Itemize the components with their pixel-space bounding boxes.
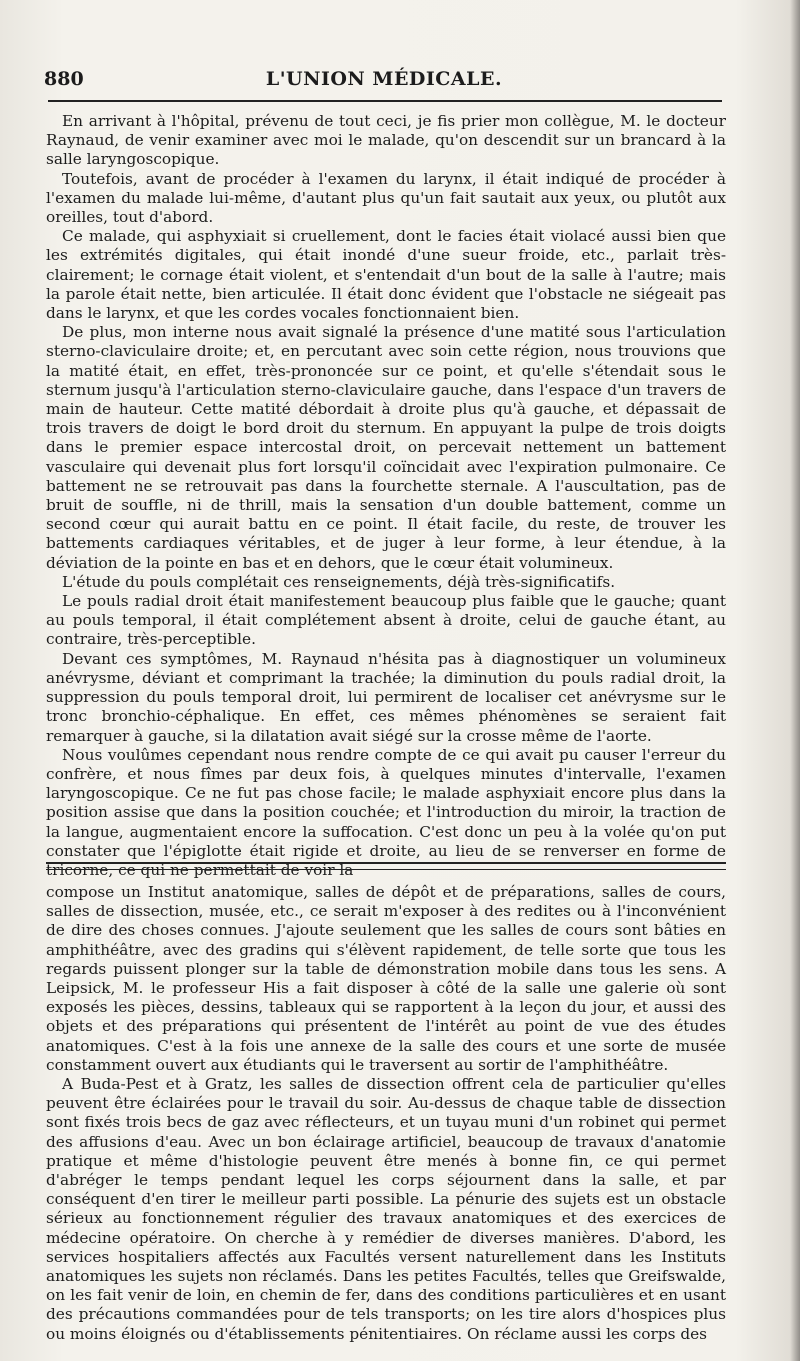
feuilleton-article	[46, 883, 726, 1344]
feuilleton-separator	[46, 862, 726, 870]
page-header	[44, 68, 724, 98]
paragraph: Nous voulûmes cependant nous rendre compte de ce qui avait pu causer l'erreur du confrère, et nous fîmes par deux fois, à quelques minutes d'intervalle, l'examen laryngoscopique. Ce ne fut pas chose facile; le malade asphyxiait encore plus dans la position assise que dans la position couchée; et l'introduction du miroir, la traction de la langue, augmentaient encore la suffocation. C'est donc un peu à la volée qu'on put constater que l'épiglotte était rigide et droite, au lieu de se renverser en forme de tricorne, ce qui ne permettait de voir la	[46, 745, 726, 879]
running-title: L'UNION MÉDICALE.	[265, 68, 503, 90]
paragraph: De plus, mon interne nous avait signalé la présence d'une matité sous l'articulation sterno-claviculaire droite; et, en percutant avec soin cette région, nous trouvions que la matité était, en effet, très-prononcée sur ce point, et qu'elle s'étendait sous le sternum jusqu'à l'articulation sterno-claviculaire gauche, dans l'espace d'un travers de main de hauteur. Cette matité débordait à droite plus qu'à gauche, et dépassait de trois travers de doigt le bord droit du sternum. En appuyant la pulpe de trois doigts dans le premier espace intercostal droit, on percevait nettement un battement vasculaire qui devenait plus fort lorsqu'il coïncidait avec l'expiration pulmonaire. Ce battement ne se retrouvait pas dans la fourchette sternale. A l'auscultation, pas de bruit de souffle, ni de thrill, mais la sensation d'un double battement, comme un second cœur qui aurait battu en ce point. Il était facile, du reste, de trouver les battements cardiaques véritables, et de juger à leur forme, à leur étendue, à la déviation de la pointe en bas et en dehors, que le cœur était volumineux.	[46, 323, 726, 572]
paragraph: compose un Institut anatomique, salles de dépôt et de préparations, salles de cours, salles de dissection, musée, etc., ce serait m'exposer à des redites ou à l'inconvénient de dire des choses connues. J'ajoute seulement que les salles de cours sont bâties en amphithéâtre, avec des gradins qui s'élèvent rapidement, de telle sorte que tous les regards puissent plonger sur la table de démonstration mobile dans tous les sens. A Leipsick, M. le professeur His a fait disposer à côté de la salle une galerie où sont exposés les pièces, dessins, tableaux qui se rapportent à la leçon du jour, et aussi des objets et des préparations qui présentent de l'intérêt au point de vue des études anatomiques. C'est à la fois une annexe de la salle des cours et une sorte de musée constamment ouvert aux étudiants qui le traversent au sortir de l'amphithéâtre.	[46, 883, 726, 1074]
main-article	[46, 112, 726, 880]
header-rule	[48, 100, 722, 102]
paragraph: Toutefois, avant de procéder à l'examen du larynx, il était indiqué de procéder à l'examen du malade lui-même, d'autant plus qu'un fait sautait aux yeux, ou plutôt aux oreilles, tout d'abord.	[46, 169, 726, 227]
page-number: 880	[44, 68, 84, 90]
paragraph: L'étude du pouls complétait ces renseignements, déjà très-significatifs.	[62, 572, 616, 591]
paragraph: Ce malade, qui asphyxiait si cruellement, dont le facies était violacé aussi bien que les extrémités digitales, qui était inondé d'une sueur froide, etc., parlait très-clairement; le cornage était violent, et s'entendait d'un bout de la salle à l'autre; mais la parole était nette, bien articulée. Il était donc évident que l'obstacle ne siégeait pas dans le larynx, et que les cordes vocales fonctionnaient bien.	[46, 227, 726, 323]
paragraph: Devant ces symptômes, M. Raynaud n'hésita pas à diagnostiquer un volumineux anévrysme, déviant et comprimant la trachée; la diminution du pouls radial droit, la suppression du pouls temporal droit, lui permirent de localiser cet anévrysme sur le tronc bronchio-céphalique. En effet, ces mêmes phénomènes se seraient fait remarquer à gauche, si la dilatation avait siégé sur la crosse même de l'aorte.	[46, 649, 726, 745]
paragraph: En arrivant à l'hôpital, prévenu de tout ceci, je fis prier mon collègue, M. le docteur Raynaud, de venir examiner avec moi le malade, qu'on descendit sur un brancard à la salle laryngoscopique.	[46, 112, 726, 169]
page-edge-shadow	[790, 0, 800, 1361]
paragraph: Le pouls radial droit était manifestement beaucoup plus faible que le gauche; quant au pouls temporal, il était complétement absent à droite, celui de gauche étant, au contraire, très-perceptible.	[46, 592, 726, 649]
paragraph: A Buda-Pest et à Gratz, les salles de dissection offrent cela de particulier qu'elles peuvent être éclairées pour le travail du soir. Au-dessus de chaque table de dissection sont fixés trois becs de gaz avec réflecteurs, et un tuyau muni d'un robinet qui permet des affusions d'eau. Avec un bon éclairage artificiel, beaucoup de travaux d'anatomie pratique et même d'histologie peuvent être menés à bonne fin, ce qui permet d'abréger le temps pendant lequel les corps séjournent dans la salle, et par conséquent d'en tirer le meilleur parti possible. La pénurie des sujets est un obstacle sérieux au fonctionnement régulier des travaux anatomiques et des exercices de médecine opératoire. On cherche à y remédier de diverses manières. D'abord, les services hospitaliers affectés aux Facultés versent naturellement dans les Instituts anatomiques les sujets non réclamés. Dans les petites Facultés, telles que Greifswalde, on les fait venir de loin, en chemin de fer, dans des conditions particulières et en usant des précautions commandées pour de tels transports; on les tire alors d'hospices plus ou moins éloignés ou d'établissements pénitentiaires. On réclame aussi les corps des	[46, 1075, 726, 1343]
